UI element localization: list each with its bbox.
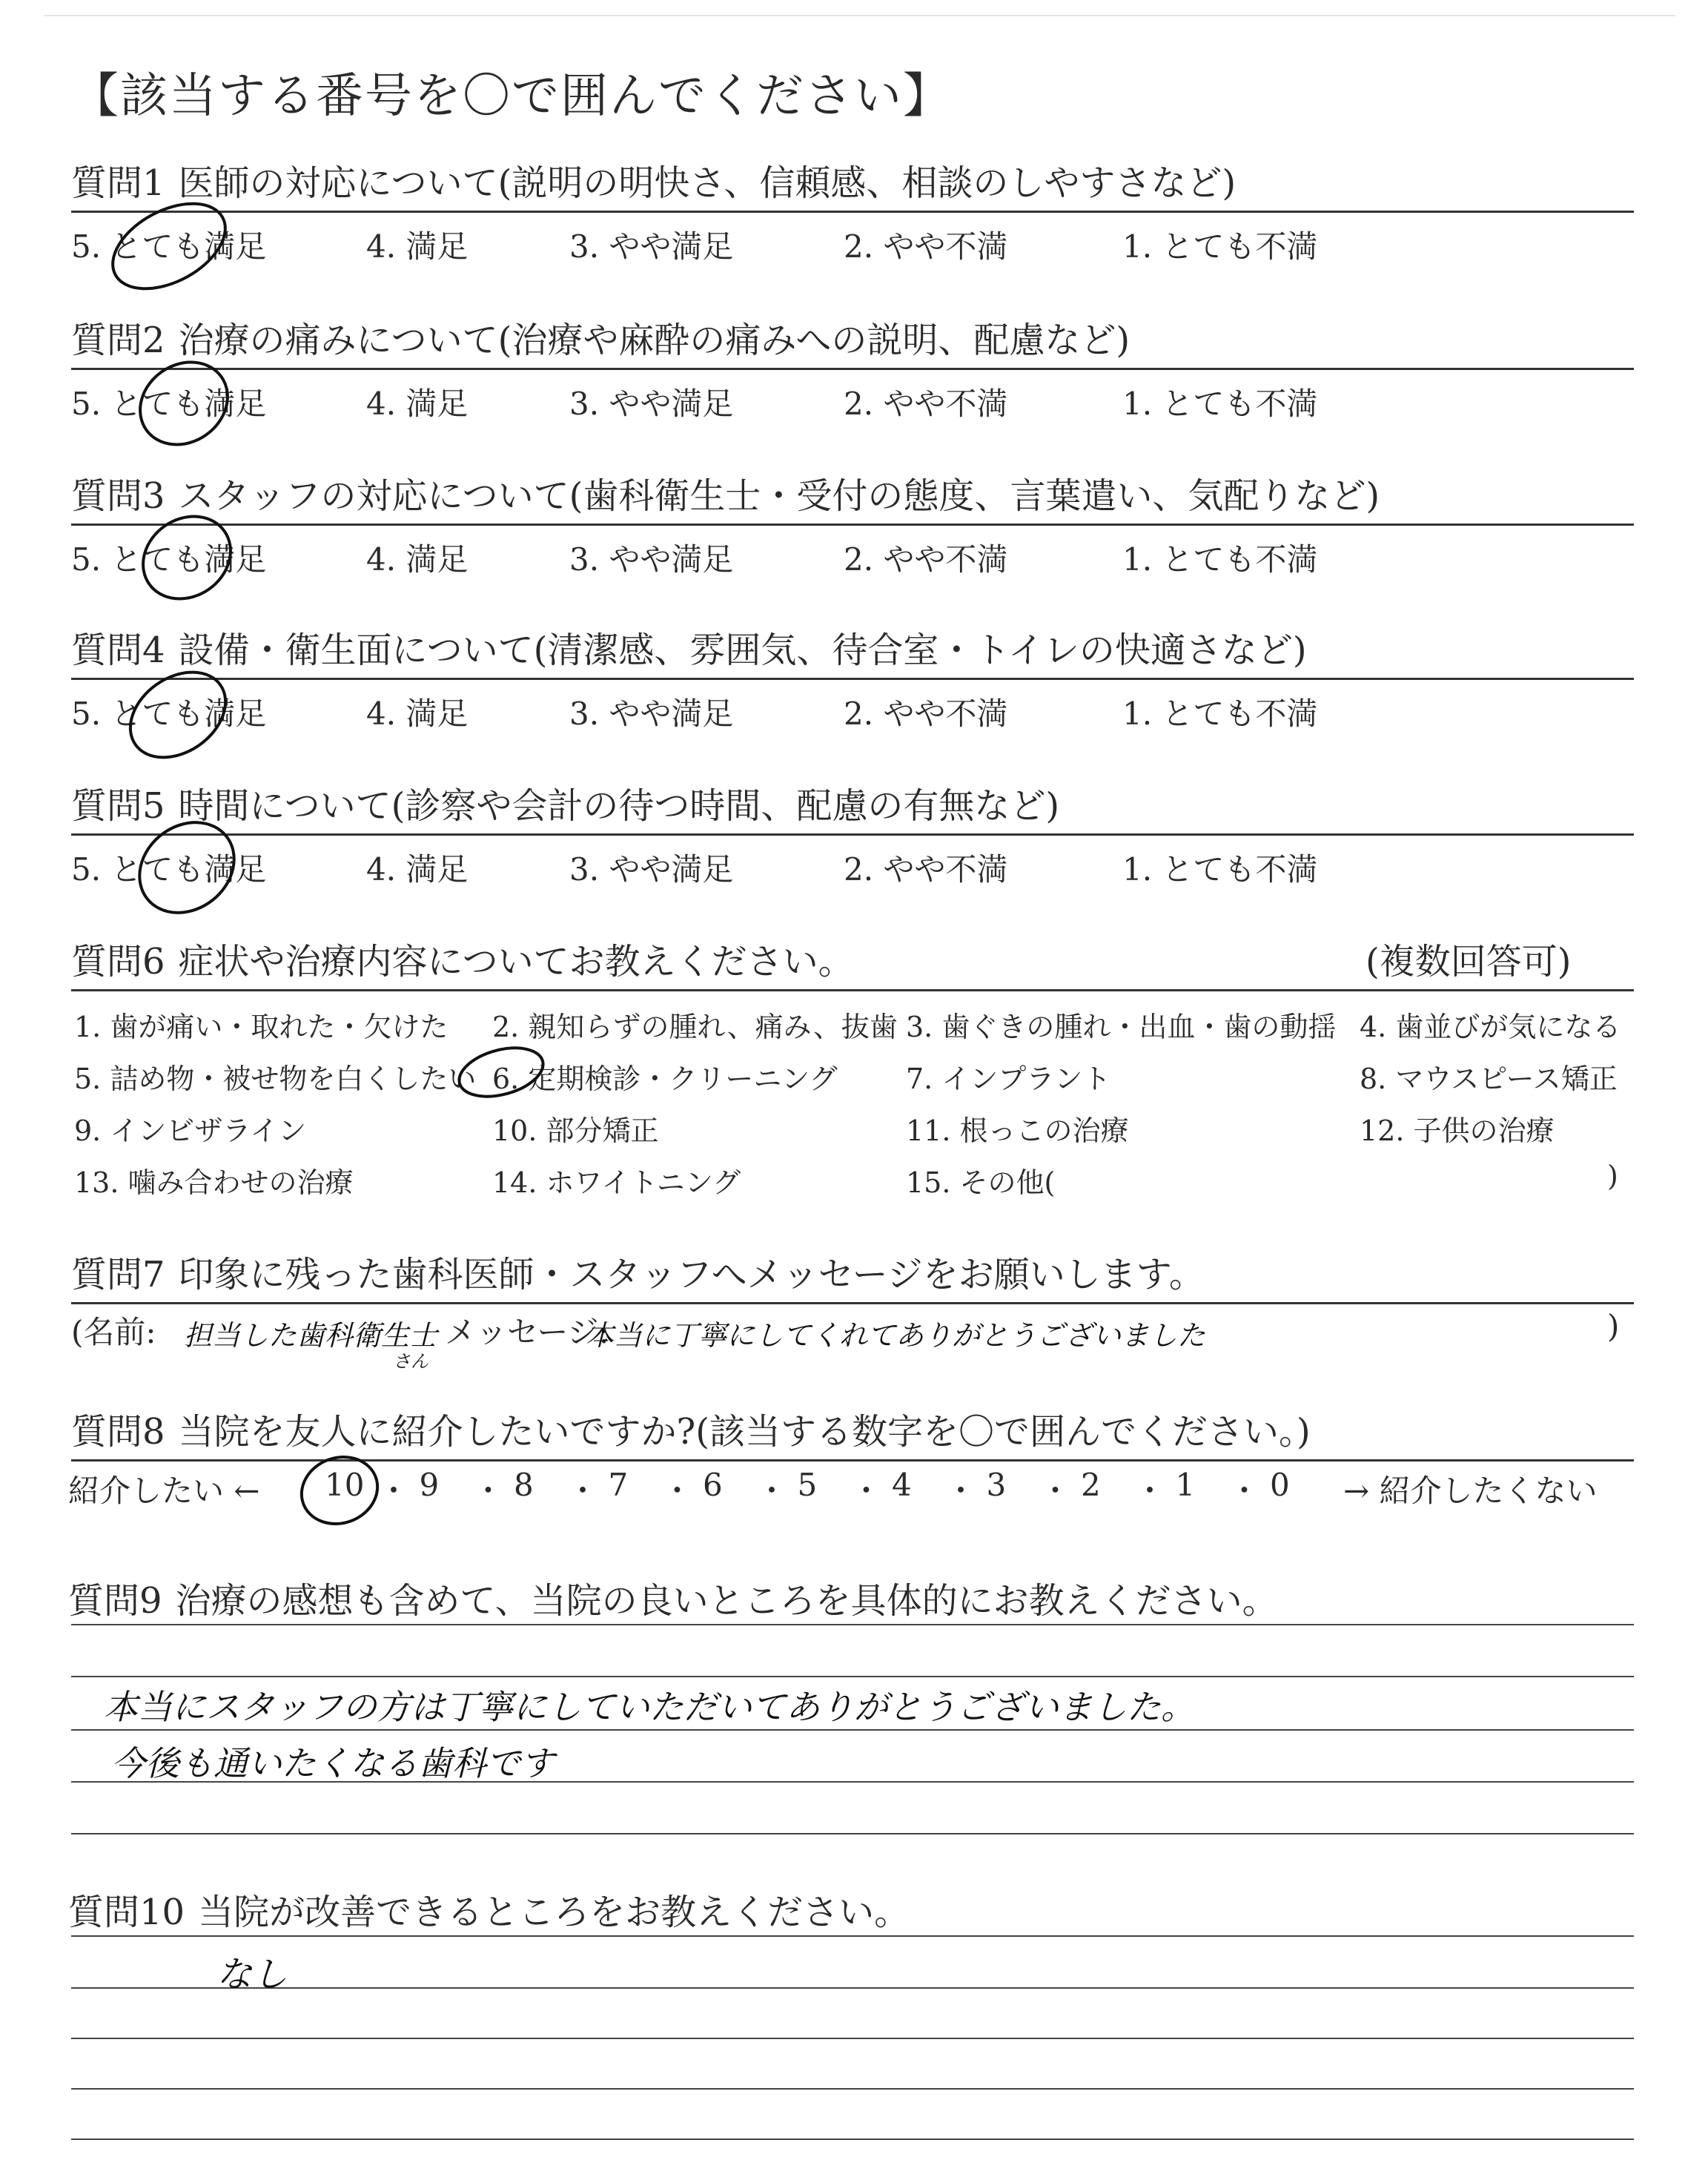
q3-option-1[interactable]: 1. とても不満 [1122, 541, 1318, 578]
q3-label: 質問3 [71, 475, 165, 517]
q9-answer-line-2[interactable]: 今後も通いたくなる歯科です [111, 1743, 555, 1783]
q5-option-1[interactable]: 1. とても不満 [1122, 851, 1318, 888]
q4-option-2[interactable]: 2. やや不満 [844, 696, 1008, 732]
q8-right-label: → 紹介したくない [1343, 1473, 1598, 1509]
q1-label: 質問1 [71, 162, 165, 204]
q8-scale-separator: ・ [1228, 1473, 1260, 1509]
q6-option-4[interactable]: 4. 歯並びが気になる [1360, 1011, 1621, 1043]
q6-option-14[interactable]: 14. ホワイトニング [492, 1166, 741, 1199]
q3-option-4[interactable]: 4. 満足 [366, 541, 469, 578]
q5-option-5[interactable]: 5. とても満足 [71, 851, 267, 888]
q5-label: 質問5 [71, 785, 165, 827]
q8-scale-separator: ・ [472, 1473, 504, 1509]
q2-selection-circle [124, 346, 243, 461]
q6-option-5[interactable]: 5. 詰め物・被せ物を白くしたい [74, 1063, 477, 1095]
q8-scale-separator: ・ [1134, 1473, 1166, 1509]
q8-scale-separator: ・ [567, 1473, 599, 1509]
q6-option-10[interactable]: 10. 部分矯正 [492, 1114, 659, 1147]
q7-message-value[interactable]: 本当に丁寧にしてくれてありがとうございました [586, 1319, 1206, 1352]
q4-text: 設備・衛生面について(清潔感、雰囲気、待合室・トイレの快適さなど) [178, 630, 1307, 671]
q8-scale-separator: ・ [378, 1473, 410, 1509]
q4-option-4[interactable]: 4. 満足 [366, 696, 469, 732]
q8-scale-10[interactable]: 10 [325, 1467, 365, 1503]
q2-option-5[interactable]: 5. とても満足 [71, 386, 267, 422]
q8-selection-circle [292, 1447, 387, 1534]
q8-scale-separator: ・ [1039, 1473, 1071, 1509]
q8-text: 当院を友人に紹介したいですか?(該当する数字を〇で囲んでください。) [178, 1411, 1311, 1453]
q10-label: 質問10 [68, 1892, 185, 1933]
q8-scale-separator: ・ [945, 1473, 977, 1509]
q8-scale-5[interactable]: 5 [797, 1467, 818, 1503]
q6-option-2[interactable]: 2. 親知らずの腫れ、痛み、抜歯 [492, 1011, 898, 1043]
q8-scale-4[interactable]: 4 [892, 1467, 912, 1503]
q7-text: 印象に残った歯科医師・スタッフへメッセージをお願いします。 [178, 1254, 1205, 1295]
q2-option-1[interactable]: 1. とても不満 [1122, 386, 1318, 422]
q3-option-3[interactable]: 3. やや満足 [569, 541, 734, 578]
q8-scale-separator: ・ [756, 1473, 788, 1509]
q4-option-1[interactable]: 1. とても不満 [1122, 696, 1318, 732]
q4-option-5[interactable]: 5. とても満足 [71, 696, 267, 732]
q8-scale-0[interactable]: 0 [1270, 1467, 1290, 1503]
q1-option-3[interactable]: 3. やや満足 [569, 228, 734, 265]
q6-option-13[interactable]: 13. 噛み合わせの治療 [74, 1166, 354, 1199]
q7-label: 質問7 [71, 1254, 165, 1295]
q7-name-suffix: さん [393, 1351, 428, 1372]
q8-scale-separator: ・ [661, 1473, 693, 1509]
q2-option-3[interactable]: 3. やや満足 [569, 386, 734, 422]
q3-text: スタッフの対応について(歯科衛生士・受付の態度、言葉遣い、気配りなど) [178, 475, 1380, 517]
q7-message-prefix: メッセージ: [445, 1314, 609, 1350]
q10-answer-line-1[interactable]: なし [216, 1954, 288, 1995]
q6-option-1[interactable]: 1. 歯が痛い・取れた・欠けた [74, 1011, 448, 1043]
q3-option-2[interactable]: 2. やや不満 [844, 541, 1008, 578]
q6-label: 質問6 [71, 941, 165, 982]
q2-option-4[interactable]: 4. 満足 [366, 386, 469, 422]
q4-option-3[interactable]: 3. やや満足 [569, 696, 734, 732]
q3-selection-circle [127, 500, 246, 615]
q4-label: 質問4 [71, 630, 165, 671]
q8-scale-1[interactable]: 1 [1175, 1467, 1196, 1503]
q8-scale-2[interactable]: 2 [1081, 1467, 1101, 1503]
page-title: 【該当する番号を〇で囲んでください】 [71, 69, 952, 124]
q6-option-15[interactable]: 15. その他( [906, 1166, 1056, 1199]
q8-scale-9[interactable]: 9 [419, 1467, 440, 1503]
q3-option-5[interactable]: 5. とても満足 [71, 541, 267, 578]
q5-selection-circle [122, 804, 252, 931]
q5-text: 時間について(診察や会計の待つ時間、配慮の有無など) [178, 785, 1060, 827]
q10-text: 当院が改善できるところをお教えください。 [198, 1892, 910, 1933]
q1-option-2[interactable]: 2. やや不満 [844, 228, 1008, 265]
q8-label: 質問8 [71, 1411, 165, 1453]
q8-scale-8[interactable]: 8 [514, 1467, 534, 1503]
q1-option-4[interactable]: 4. 満足 [366, 228, 469, 265]
q2-text: 治療の痛みについて(治療や麻酔の痛みへの説明、配慮など) [178, 320, 1131, 361]
q7-close-paren: ) [1607, 1308, 1620, 1344]
q6-note: (複数回答可) [1366, 941, 1572, 982]
q8-left-label: 紹介したい ← [68, 1473, 260, 1509]
q8-scale-6[interactable]: 6 [703, 1467, 723, 1503]
q7-name-value[interactable]: 担当した歯科衛生士 [184, 1319, 438, 1352]
q6-selection-circle [454, 1040, 549, 1105]
q9-text: 治療の感想も含めて、当院の良いところを具体的にお教えください。 [175, 1580, 1278, 1622]
q6-option-12[interactable]: 12. 子供の治療 [1360, 1114, 1555, 1147]
q2-option-2[interactable]: 2. やや不満 [844, 386, 1008, 422]
q6-option-9[interactable]: 9. インビザライン [74, 1114, 307, 1147]
q9-label: 質問9 [68, 1580, 162, 1622]
q4-selection-circle [114, 655, 242, 775]
q6-text: 症状や治療内容についてお教えください。 [178, 941, 854, 982]
q1-selection-circle [99, 186, 239, 306]
q5-option-2[interactable]: 2. やや不満 [844, 851, 1008, 888]
q8-scale-separator: ・ [850, 1473, 882, 1509]
q6-option-8[interactable]: 8. マウスピース矯正 [1360, 1063, 1618, 1095]
q1-option-5[interactable]: 5. とても満足 [71, 228, 267, 265]
q5-option-4[interactable]: 4. 満足 [366, 851, 469, 888]
q7-name-prefix: (名前: [71, 1314, 156, 1350]
q6-option-6[interactable]: 6. 定期検診・クリーニング [492, 1063, 838, 1095]
q6-option-11[interactable]: 11. 根っこの治療 [906, 1114, 1129, 1147]
q1-option-1[interactable]: 1. とても不満 [1122, 228, 1318, 265]
q6-option-3[interactable]: 3. 歯ぐきの腫れ・出血・歯の動揺 [906, 1011, 1337, 1043]
q5-option-3[interactable]: 3. やや満足 [569, 851, 734, 888]
q6-option-15-close-paren: ) [1607, 1160, 1618, 1192]
q6-option-7[interactable]: 7. インプラント [906, 1063, 1111, 1095]
q8-scale-7[interactable]: 7 [608, 1467, 629, 1503]
q9-answer-line-1[interactable]: 本当にスタッフの方は丁寧にしていただいてありがとうございました。 [104, 1687, 1195, 1727]
q8-scale-3[interactable]: 3 [986, 1467, 1007, 1503]
q2-label: 質問2 [71, 320, 165, 361]
q1-text: 医師の対応について(説明の明快さ、信頼感、相談のしやすさなど) [178, 162, 1237, 204]
